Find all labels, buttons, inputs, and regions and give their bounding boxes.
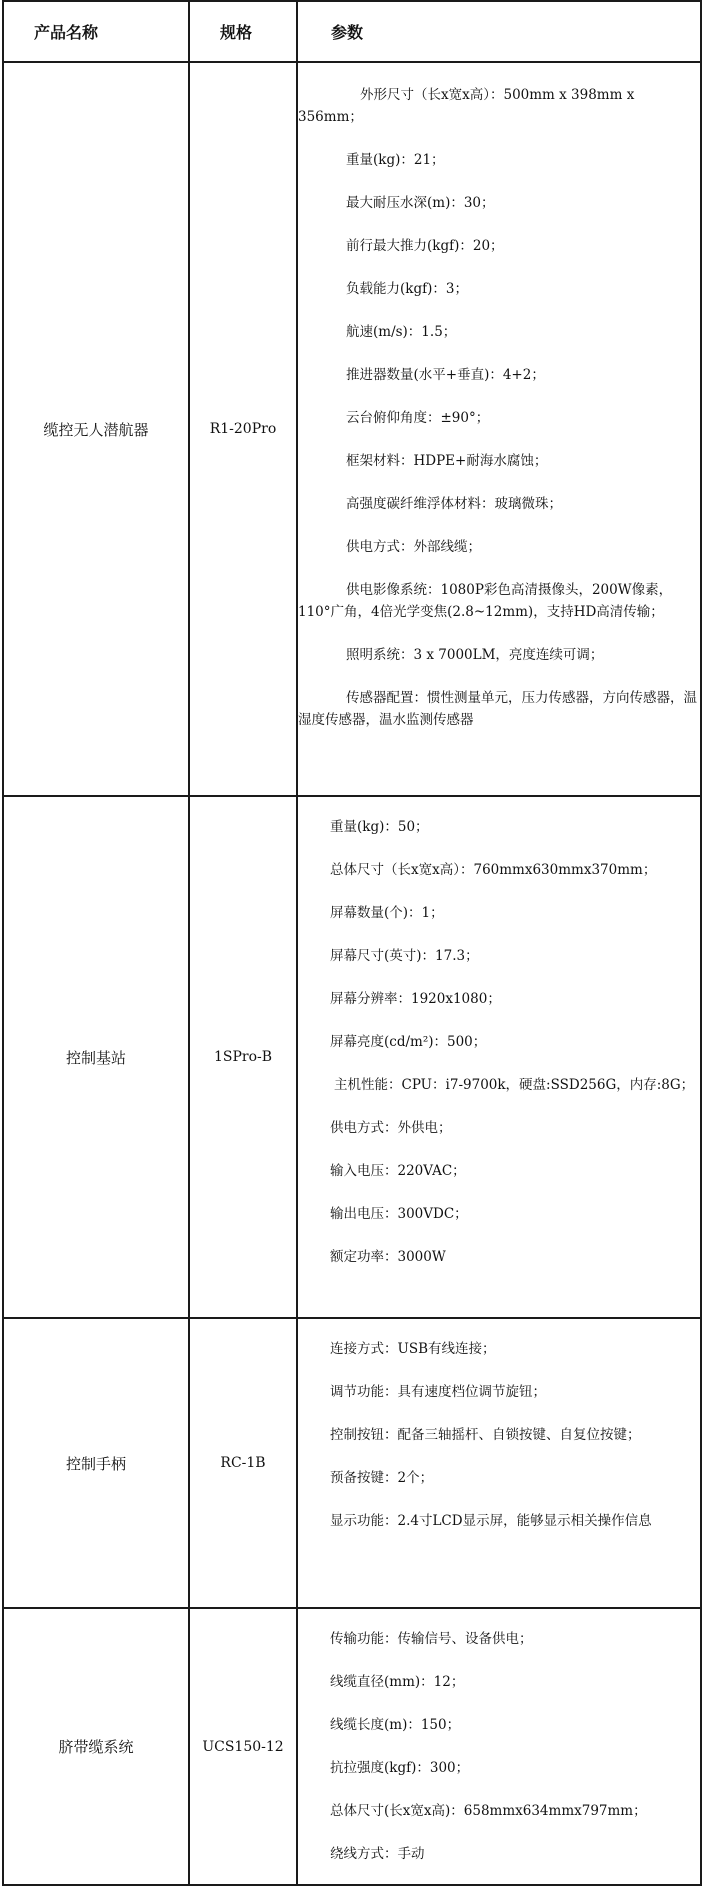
param-line: 输入电压：220VAC； bbox=[330, 1163, 466, 1179]
param-line: 调节功能：具有速度档位调节旋钮； bbox=[330, 1384, 546, 1400]
table-row bbox=[3, 1608, 701, 1885]
param-line: 照明系统：3 x 7000LM，亮度连续可调； bbox=[346, 647, 604, 663]
header-row bbox=[3, 1, 701, 62]
param-line: 屏幕尺寸(英寸)：17.3； bbox=[330, 948, 479, 964]
param-line: 抗拉强度(kgf)：300； bbox=[330, 1760, 470, 1776]
param-line: 航速(m/s)：1.5； bbox=[346, 324, 457, 340]
product-name-cell: 缆控无人潜航器 bbox=[3, 62, 189, 796]
param-line: 线缆长度(m)：150； bbox=[330, 1717, 461, 1733]
model-cell: R1-20Pro bbox=[189, 62, 297, 796]
model-cell: RC-1B bbox=[189, 1318, 297, 1608]
param-line: 绕线方式：手动 bbox=[330, 1846, 425, 1862]
param-line: 云台俯仰角度：±90°； bbox=[346, 410, 490, 426]
param-line: 供电影像系统：1080P彩色高清摄像头，200W像素，110°广角，4倍光学变焦(2.8~12mm)，支持HD高清传输； bbox=[298, 582, 673, 620]
param-line: 重量(kg)：50； bbox=[330, 819, 429, 835]
product-name-cell: 控制基站 bbox=[3, 796, 189, 1318]
param-line: 高强度碳纤维浮体材料：玻璃微珠； bbox=[346, 496, 562, 512]
param-line: 框架材料：HDPE+耐海水腐蚀； bbox=[346, 453, 548, 469]
param-line: 供电方式：外部线缆； bbox=[346, 539, 481, 555]
param-line: 重量(kg)：21； bbox=[346, 152, 445, 168]
param-line: 输出电压：300VDC； bbox=[330, 1206, 468, 1222]
params-cell bbox=[297, 1608, 701, 1885]
param-line: 屏幕数量(个)：1； bbox=[330, 905, 444, 921]
param-line: 额定功率：3000W bbox=[330, 1249, 446, 1265]
param-line: 最大耐压水深(m)：30； bbox=[346, 195, 495, 211]
table-row bbox=[3, 1318, 701, 1608]
param-line: 外形尺寸（长x宽x高）：500mm x 398mm x 356mm； bbox=[298, 87, 635, 125]
param-line: 控制按钮：配备三轴摇杆、自锁按键、自复位按键； bbox=[330, 1427, 641, 1443]
param-line: 推进器数量(水平+垂直)：4+2； bbox=[346, 367, 545, 383]
product-name-cell: 控制手柄 bbox=[3, 1318, 189, 1608]
header-product-name: 产品名称 bbox=[3, 1, 189, 62]
param-line: 负载能力(kgf)：3； bbox=[346, 281, 468, 297]
param-line: 显示功能：2.4寸LCD显示屏，能够显示相关操作信息 bbox=[330, 1513, 652, 1529]
param-line: 传输功能：传输信号、设备供电； bbox=[330, 1631, 533, 1647]
product-name-cell: 脐带缆系统 bbox=[3, 1608, 189, 1885]
param-line: 预备按键：2个； bbox=[330, 1470, 434, 1486]
model-cell: UCS150-12 bbox=[189, 1608, 297, 1885]
params-cell bbox=[297, 796, 701, 1318]
param-line: 屏幕亮度(cd/m²)：500； bbox=[330, 1034, 487, 1050]
param-line: 总体尺寸(长x宽x高)：658mmx634mmx797mm； bbox=[330, 1803, 647, 1819]
header-spec: 规格 bbox=[189, 1, 297, 62]
spec-table bbox=[2, 0, 702, 1886]
param-line: 传感器配置：惯性测量单元，压力传感器，方向传感器，温湿度传感器，温水监测传感器 bbox=[298, 690, 697, 728]
table-body bbox=[3, 62, 701, 1885]
param-line: 供电方式：外供电； bbox=[330, 1120, 452, 1136]
param-line: 总体尺寸（长x宽x高）：760mmx630mmx370mm； bbox=[330, 862, 657, 878]
params-cell bbox=[297, 1318, 701, 1608]
param-line: 屏幕分辨率：1920x1080； bbox=[330, 991, 501, 1007]
model-cell: 1SPro-B bbox=[189, 796, 297, 1318]
header-params: 参数 bbox=[297, 1, 701, 62]
table-row bbox=[3, 62, 701, 796]
params-cell bbox=[297, 62, 701, 796]
param-line: 前行最大推力(kgf)：20； bbox=[346, 238, 504, 254]
table-row bbox=[3, 796, 701, 1318]
param-line: 连接方式：USB有线连接； bbox=[330, 1341, 496, 1357]
param-line: 主机性能：CPU：i7-9700k，硬盘:SSD256G，内存:8G； bbox=[334, 1077, 695, 1093]
table-header bbox=[3, 1, 701, 62]
param-line: 线缆直径(mm)：12； bbox=[330, 1674, 465, 1690]
